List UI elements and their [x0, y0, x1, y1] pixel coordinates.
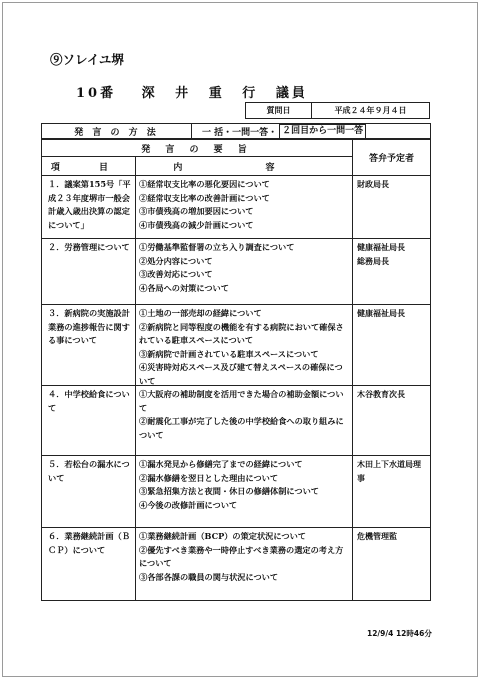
table-row	[42, 239, 430, 305]
content-line: ①労働基準監督署の立ち入り調査について	[139, 242, 295, 252]
row-item: ３．新病院の実施設計業務の進捗報告に関する事について	[42, 305, 136, 385]
content-line: ①業務継続計画（BCP）の策定状況について	[139, 531, 306, 541]
header-item: 項 目	[42, 157, 136, 175]
table-row	[42, 456, 430, 528]
row-respondent: 木谷教育次長	[357, 389, 405, 399]
content-line: ②漏水修繕を翌日とした理由について	[139, 472, 279, 483]
member-name-char: 井	[175, 86, 192, 101]
row-content	[136, 528, 353, 600]
content-line: ②優先すべき業務や一時停止すべき業務の選定の考え方について	[139, 544, 344, 568]
content-line: ③改善対応について	[139, 269, 213, 279]
content-line: ③新病院で計画されている駐車スペースについて	[139, 348, 319, 359]
row-item: ２．労務管理について	[42, 239, 136, 304]
content-line: ①漏水発見から修繕完了までの経緯について	[139, 459, 303, 469]
content-line: ②新病院と同等程度の機能を有する病院において確保されている駐車スペースについて	[139, 321, 344, 345]
header-respondent: 答弁予定者	[353, 140, 430, 176]
content-line: ④今後の改修計画について	[139, 499, 238, 510]
question-date-box	[245, 102, 430, 119]
print-timestamp: 12/9/4 12時46分	[367, 629, 432, 638]
table-row	[42, 305, 430, 386]
content-line: ④災害時対応スペース及び建て替えスペースの確保について	[139, 362, 343, 386]
row-item: １．議案第155号「平成２３年度堺市一般会計歳入歳出決算の認定について」	[42, 176, 136, 238]
row-respondent: 危機管理監	[357, 531, 397, 541]
member-name-char: 深	[141, 86, 158, 101]
row-content	[136, 386, 353, 455]
table-header-left	[42, 140, 353, 176]
content-line: ③各部各課の職員の関与状況について	[139, 571, 279, 582]
row-item: ５．若松台の漏水について	[42, 456, 136, 527]
question-date-label: 質問日	[246, 103, 312, 118]
content-line: ④市債残高の減少計画について	[139, 219, 254, 230]
speech-method-label: 発 言 の 方 法	[42, 124, 192, 138]
content-line: ③市債残高の増加要因について	[139, 206, 254, 216]
row-respondent: 木田上下水道局理事	[357, 459, 421, 483]
member-title: 議員	[275, 86, 308, 101]
row-content	[136, 239, 353, 304]
row-respondent: 健康福祉局長	[357, 308, 405, 318]
member-name-char: 行	[242, 86, 259, 101]
speech-method-options	[192, 124, 430, 138]
row-item: ６．業務継続計画（ＢＣＰ）について	[42, 528, 136, 600]
header-subrow	[42, 157, 352, 175]
content-line: ①経常収支比率の悪化要因について	[139, 179, 270, 189]
party-name: ⑨ソレイユ堺	[50, 52, 124, 67]
member-name	[142, 86, 318, 101]
content-line: ③緊急招集方法と夜間・休日の修繕体制について	[139, 486, 319, 496]
row-content	[136, 456, 353, 527]
speech-summary-table	[41, 139, 431, 601]
header-content: 内 容	[173, 162, 315, 173]
row-item: ４．中学校給食について	[42, 386, 136, 455]
header-summary: 発 言 の 要 旨	[42, 140, 352, 157]
speech-method-prefix: 一 括・一問一答・	[202, 127, 278, 138]
table-row	[42, 386, 430, 456]
speech-method-selected: ２回目から一問一答	[279, 124, 366, 139]
content-line: ②処分内容について	[139, 255, 213, 266]
row-respondent: 財政局長	[357, 179, 389, 189]
content-line: ①土地の一部売却の経緯について	[139, 308, 262, 318]
question-date-value: 平成２４年９月４日	[334, 105, 407, 115]
member-line	[76, 82, 318, 101]
row-content	[136, 176, 353, 238]
content-line: ①大阪府の補助制度を活用できた場合の補助金額について	[139, 389, 344, 413]
row-content	[136, 305, 353, 385]
table-row	[42, 176, 430, 239]
speech-method-box	[41, 123, 431, 139]
table-row	[42, 528, 430, 600]
content-line: ④各局への対策について	[139, 282, 229, 293]
content-line: ②耐震化工事が完了した後の中学校給食への取り組みについて	[139, 416, 344, 440]
content-line: ②経常収支比率の改善計画について	[139, 192, 270, 203]
member-name-char: 重	[208, 86, 225, 101]
row-respondent: 健康福祉局長 総務局長	[357, 242, 405, 266]
table-header	[42, 140, 430, 176]
member-number: 10番	[76, 86, 117, 101]
table-body	[42, 176, 430, 600]
